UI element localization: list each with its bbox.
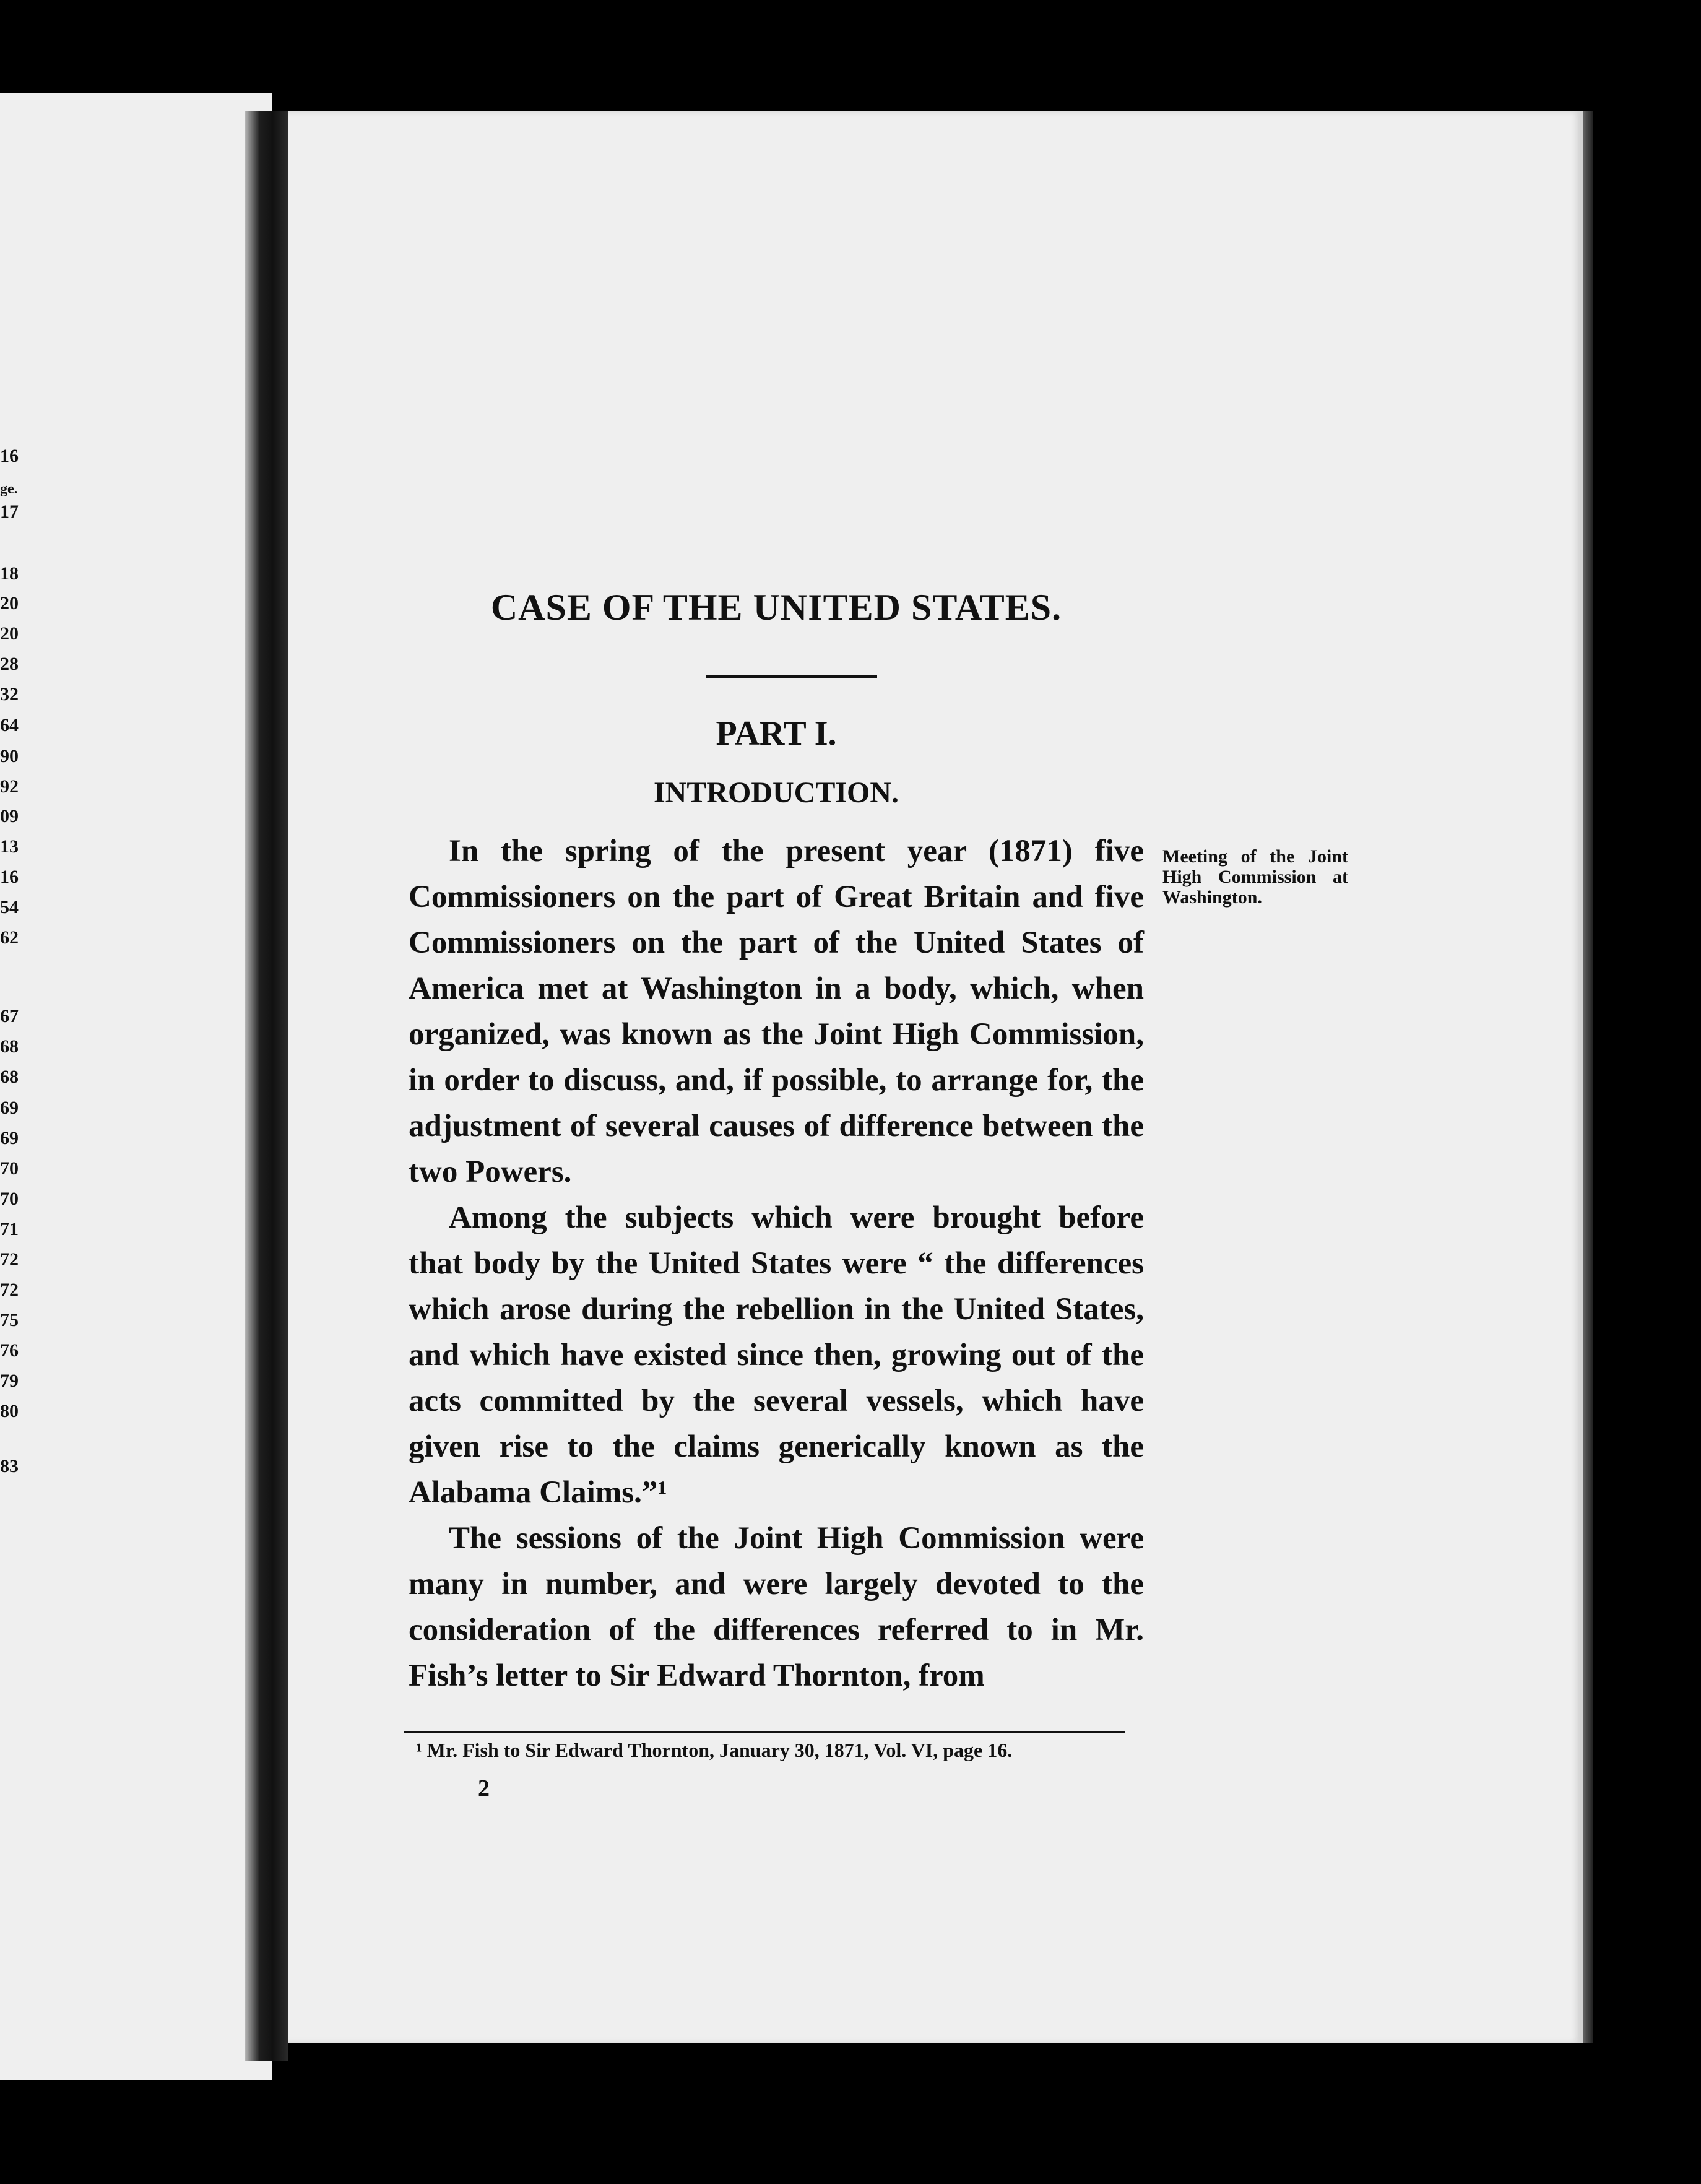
part-heading: PART I. (716, 714, 837, 753)
left-page-number: 13 (0, 836, 19, 857)
left-page-number: 75 (0, 1310, 19, 1330)
left-page-number: 28 (0, 654, 19, 674)
left-page-number: 71 (0, 1219, 19, 1239)
signature-mark: 2 (478, 1775, 490, 1801)
title-rule (706, 675, 877, 678)
paragraph: The sessions of the Joint High Commission were many in number, and were largely devoted to the consideration of the differences referred to in Mr. Fish’s letter to Sir Edward Thornton, from (409, 1521, 1144, 1693)
left-page-number: 72 (0, 1280, 19, 1300)
left-page-number: 92 (0, 776, 19, 797)
left-page-number: 20 (0, 593, 19, 613)
left-page-number: 83 (0, 1456, 19, 1476)
left-page-number: 79 (0, 1371, 19, 1391)
body-text (409, 828, 1144, 1699)
left-page-number: 18 (0, 563, 19, 584)
left-page-number: 70 (0, 1158, 19, 1179)
page-edge-shadow (1583, 111, 1593, 2043)
left-page-number: 68 (0, 1036, 19, 1057)
left-page-number: 68 (0, 1067, 19, 1087)
left-page-number: 69 (0, 1128, 19, 1148)
left-page-number: 76 (0, 1340, 19, 1361)
left-page-number: 80 (0, 1401, 19, 1421)
left-page-number: 69 (0, 1098, 19, 1118)
left-page-number: 17 (0, 501, 19, 522)
left-page-number: 16 (0, 867, 19, 887)
left-page-number: 64 (0, 715, 19, 735)
left-page-number: 32 (0, 684, 19, 704)
left-page-number: 20 (0, 623, 19, 644)
left-page (0, 93, 272, 2080)
left-page-number: 70 (0, 1189, 19, 1209)
footnote-rule (404, 1731, 1125, 1733)
margin-note: Meeting of the Joint High Commission at Washington. (1162, 846, 1348, 908)
section-heading: INTRODUCTION. (653, 776, 899, 809)
left-page-number: 72 (0, 1249, 19, 1270)
paragraph: Among the subjects which were brought before that body by the United States were “ the differences which arose during the rebellion in the United States, and which have existed since then, growing out of the acts committed by the several vessels, which have given rise to the claims generically known as the Alabama Claims.”¹ (409, 1200, 1144, 1510)
book-gutter (245, 111, 288, 2061)
left-page-number: 16 (0, 446, 19, 466)
left-page-number: 90 (0, 746, 19, 766)
left-page-number: 09 (0, 806, 19, 826)
left-page-number: 54 (0, 897, 19, 917)
paragraph: In the spring of the present year (1871) five Commissioners on the part of Great Britain and five Commissioners on the part of the United States of America met at Washington in a body, which, when organized, was known as the Joint High Commission, in order to discuss, and, if possible, to arrange for, the adjustment of several causes of difference between the two Powers. (409, 834, 1144, 1189)
left-page-fragment: ge. (0, 481, 18, 497)
left-page-number: 62 (0, 927, 19, 948)
document-title: CASE OF THE UNITED STATES. (490, 587, 1062, 628)
left-page-number: 67 (0, 1006, 19, 1026)
footnote: ¹ Mr. Fish to Sir Edward Thornton, January 30, 1871, Vol. VI, page 16. (416, 1739, 1013, 1761)
